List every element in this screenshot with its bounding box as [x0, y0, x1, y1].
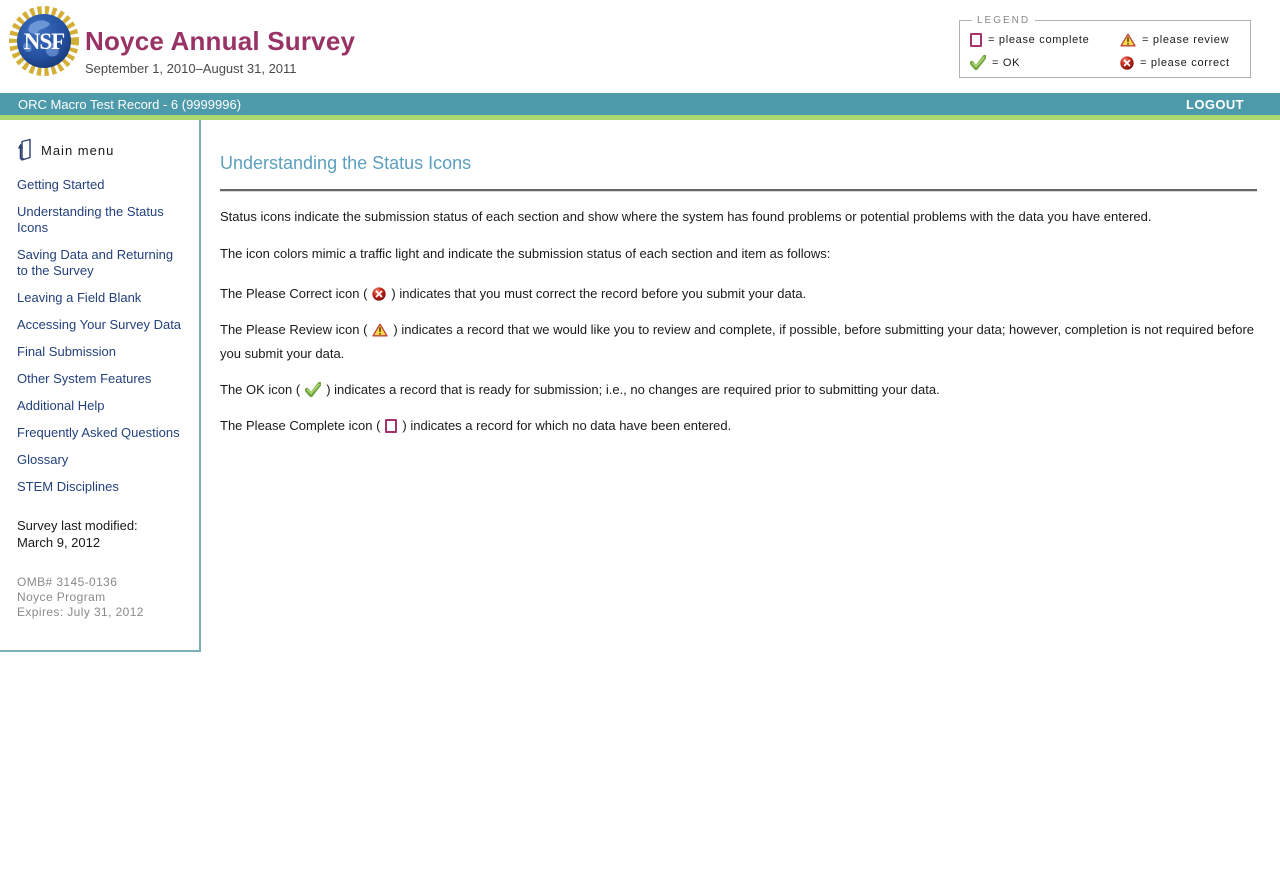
- logout-button[interactable]: LOGOUT: [1185, 96, 1244, 112]
- nsf-logo-text: NSF: [23, 29, 65, 54]
- legend-item-please-review: [1120, 33, 1242, 47]
- sidebar-item-stem-disciplines[interactable]: STEM Disciplines: [17, 479, 119, 494]
- sidebar-item-getting-started[interactable]: Getting Started: [17, 177, 105, 192]
- text-prefix: The Please Correct icon (: [220, 286, 368, 301]
- main-content: [201, 120, 1280, 450]
- record-label: ORC Macro Test Record - 6 (9999996): [18, 96, 242, 112]
- please-correct-description: [220, 282, 1257, 306]
- please-correct-icon: [1120, 56, 1134, 70]
- sidebar-item-saving-data[interactable]: Saving Data and Returning to the Survey: [17, 247, 174, 278]
- title-block: [85, 26, 355, 76]
- main-menu-label: Main menu: [41, 142, 115, 158]
- ok-icon: [305, 382, 321, 397]
- last-modified-label: Survey last modified:: [17, 518, 138, 533]
- legend-box: [959, 15, 1251, 78]
- omb-expires: Expires: July 31, 2012: [17, 605, 144, 619]
- please-review-icon: [372, 323, 388, 337]
- survey-period: September 1, 2010–August 31, 2011: [85, 61, 297, 76]
- legend-item-please-complete: [970, 33, 1120, 47]
- legend-title: LEGEND: [977, 15, 1031, 26]
- text-suffix: ) indicates a record that we would like you to review and complete, if possible, before submitting your data; however, completion is not required before you submit your data.: [220, 322, 1255, 361]
- sidebar-item-glossary[interactable]: Glossary: [17, 452, 69, 467]
- sidebar-item-understanding-status-icons[interactable]: Understanding the Status Icons: [17, 204, 164, 235]
- app-header: [0, 0, 1280, 93]
- please-review-icon: [1120, 33, 1136, 47]
- record-bar: [0, 93, 1280, 115]
- sidebar: [0, 120, 201, 652]
- text-prefix: The Please Review icon (: [220, 322, 368, 337]
- last-modified-date: March 9, 2012: [17, 535, 101, 550]
- please-complete-description: [220, 414, 1257, 438]
- content-heading: Understanding the Status Icons: [220, 153, 472, 173]
- ok-description: [220, 378, 1257, 402]
- omb-number: OMB# 3145-0136: [17, 575, 118, 589]
- survey-last-modified: [17, 517, 185, 551]
- status-icons-intro: Status icons indicate the submission status of each section and show where the system has found problems or potential problems with the data you have entered.: [220, 209, 1152, 224]
- legend-label: = OK: [992, 56, 1021, 69]
- omb-program: Noyce Program: [17, 590, 106, 604]
- omb-info: [17, 575, 185, 620]
- traffic-light-note: The icon colors mimic a traffic light and indicate the submission status of each section and item as follows:: [220, 246, 831, 261]
- text-suffix: ) indicates a record for which no data have been entered.: [402, 418, 732, 433]
- sidebar-item-faq[interactable]: Frequently Asked Questions: [17, 425, 180, 440]
- page-title: Noyce Annual Survey: [85, 26, 356, 56]
- legend-label: = please complete: [988, 34, 1090, 46]
- heading-divider: [220, 189, 1257, 191]
- please-complete-icon: [970, 33, 982, 47]
- please-complete-icon: [385, 419, 397, 433]
- please-review-description: [220, 318, 1257, 366]
- sidebar-item-other-system-features[interactable]: Other System Features: [17, 371, 152, 386]
- please-correct-icon: [372, 287, 386, 301]
- legend-label: = please review: [1142, 34, 1230, 46]
- sidebar-item-additional-help[interactable]: Additional Help: [17, 398, 105, 413]
- main-menu-icon: [17, 137, 32, 163]
- text-suffix: ) indicates that you must correct the record before you submit your data.: [391, 286, 807, 301]
- text-suffix: ) indicates a record that is ready for submission; i.e., no changes are required prior to submitting your data.: [326, 382, 940, 397]
- legend-item-please-correct: [1120, 55, 1242, 70]
- text-prefix: The Please Complete icon (: [220, 418, 381, 433]
- legend-label: = please correct: [1140, 56, 1230, 69]
- ok-icon: [970, 55, 986, 70]
- main-menu-link[interactable]: [17, 137, 185, 163]
- sidebar-item-accessing-survey-data[interactable]: Accessing Your Survey Data: [17, 317, 182, 332]
- nsf-logo: [8, 5, 80, 77]
- sidebar-item-leaving-field-blank[interactable]: Leaving a Field Blank: [17, 290, 142, 305]
- legend-item-ok: [970, 55, 1120, 70]
- text-prefix: The OK icon (: [220, 382, 301, 397]
- sidebar-item-final-submission[interactable]: Final Submission: [17, 344, 116, 359]
